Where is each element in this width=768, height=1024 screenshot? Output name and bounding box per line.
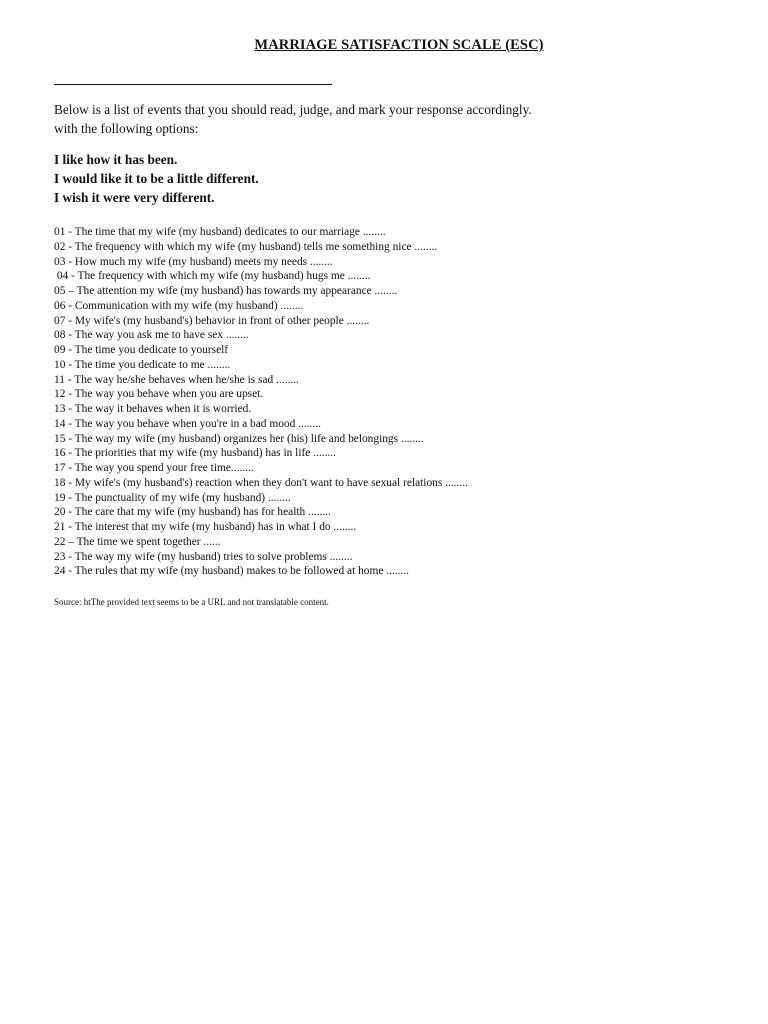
question-item: 03 - How much my wife (my husband) meets my needs ........ xyxy=(54,255,333,268)
option-1: I like how it has been. xyxy=(54,152,178,167)
intro-line-2: with the following options: xyxy=(54,120,199,136)
page-title: MARRIAGE SATISFACTION SCALE (ESC) xyxy=(254,37,544,53)
question-item: 23 - The way my wife (my husband) tries to solve problems ........ xyxy=(54,550,353,563)
name-blank-line xyxy=(54,84,332,85)
question-item: 15 - The way my wife (my husband) organizes her (his) life and belongings ........ xyxy=(54,432,424,445)
source-note: Source: htThe provided text seems to be a URL and not translatable content. xyxy=(54,597,329,607)
question-item: 07 - My wife's (my husband's) behavior in front of other people ........ xyxy=(54,314,370,327)
question-item: 01 - The time that my wife (my husband) dedicates to our marriage ........ xyxy=(54,226,386,238)
intro-line-1: Below is a list of events that you should read, judge, and mark your response accordingly. xyxy=(54,102,532,117)
question-item: 02 - The frequency with which my wife (my husband) tells me something nice ........ xyxy=(54,240,438,253)
question-item: 22 – The time we spent together ...... xyxy=(54,535,221,548)
option-2: I would like it to be a little different. xyxy=(54,171,259,186)
question-item: 17 - The way you spend your free time........ xyxy=(54,462,254,474)
option-3: I wish it were very different. xyxy=(54,190,215,205)
question-item: 08 - The way you ask me to have sex ........ xyxy=(54,329,249,342)
question-item: 05 – The attention my wife (my husband) has towards my appearance ........ xyxy=(54,285,398,297)
question-list xyxy=(54,225,744,579)
question-item: 16 - The priorities that my wife (my husband) has in life ........ xyxy=(54,447,336,460)
question-item: 18 - My wife's (my husband's) reaction when they don't want to have sexual relations ........ xyxy=(54,476,468,489)
intro-text xyxy=(54,101,714,138)
question-item: 14 - The way you behave when you're in a bad mood ........ xyxy=(54,417,321,430)
question-item: 09 - The time you dedicate to yourself xyxy=(54,344,229,356)
question-item: 10 - The time you dedicate to me ........ xyxy=(54,358,231,371)
question-item: 19 - The punctuality of my wife (my husband) ........ xyxy=(54,491,291,504)
question-item: 13 - The way it behaves when it is worried. xyxy=(54,403,252,415)
question-item: 04 - The frequency with which my wife (my husband) hugs me ........ xyxy=(54,270,371,283)
question-item: 20 - The care that my wife (my husband) has for health ........ xyxy=(54,506,331,519)
question-item: 12 - The way you behave when you are upset. xyxy=(54,388,264,401)
question-item: 21 - The interest that my wife (my husband) has in what I do ........ xyxy=(54,521,357,533)
response-options xyxy=(54,150,714,207)
question-item: 24 - The rules that my wife (my husband) makes to be followed at home ........ xyxy=(54,565,410,578)
question-item: 06 - Communication with my wife (my husband) ........ xyxy=(54,299,304,312)
question-item: 11 - The way he/she behaves when he/she is sad ........ xyxy=(54,373,299,386)
